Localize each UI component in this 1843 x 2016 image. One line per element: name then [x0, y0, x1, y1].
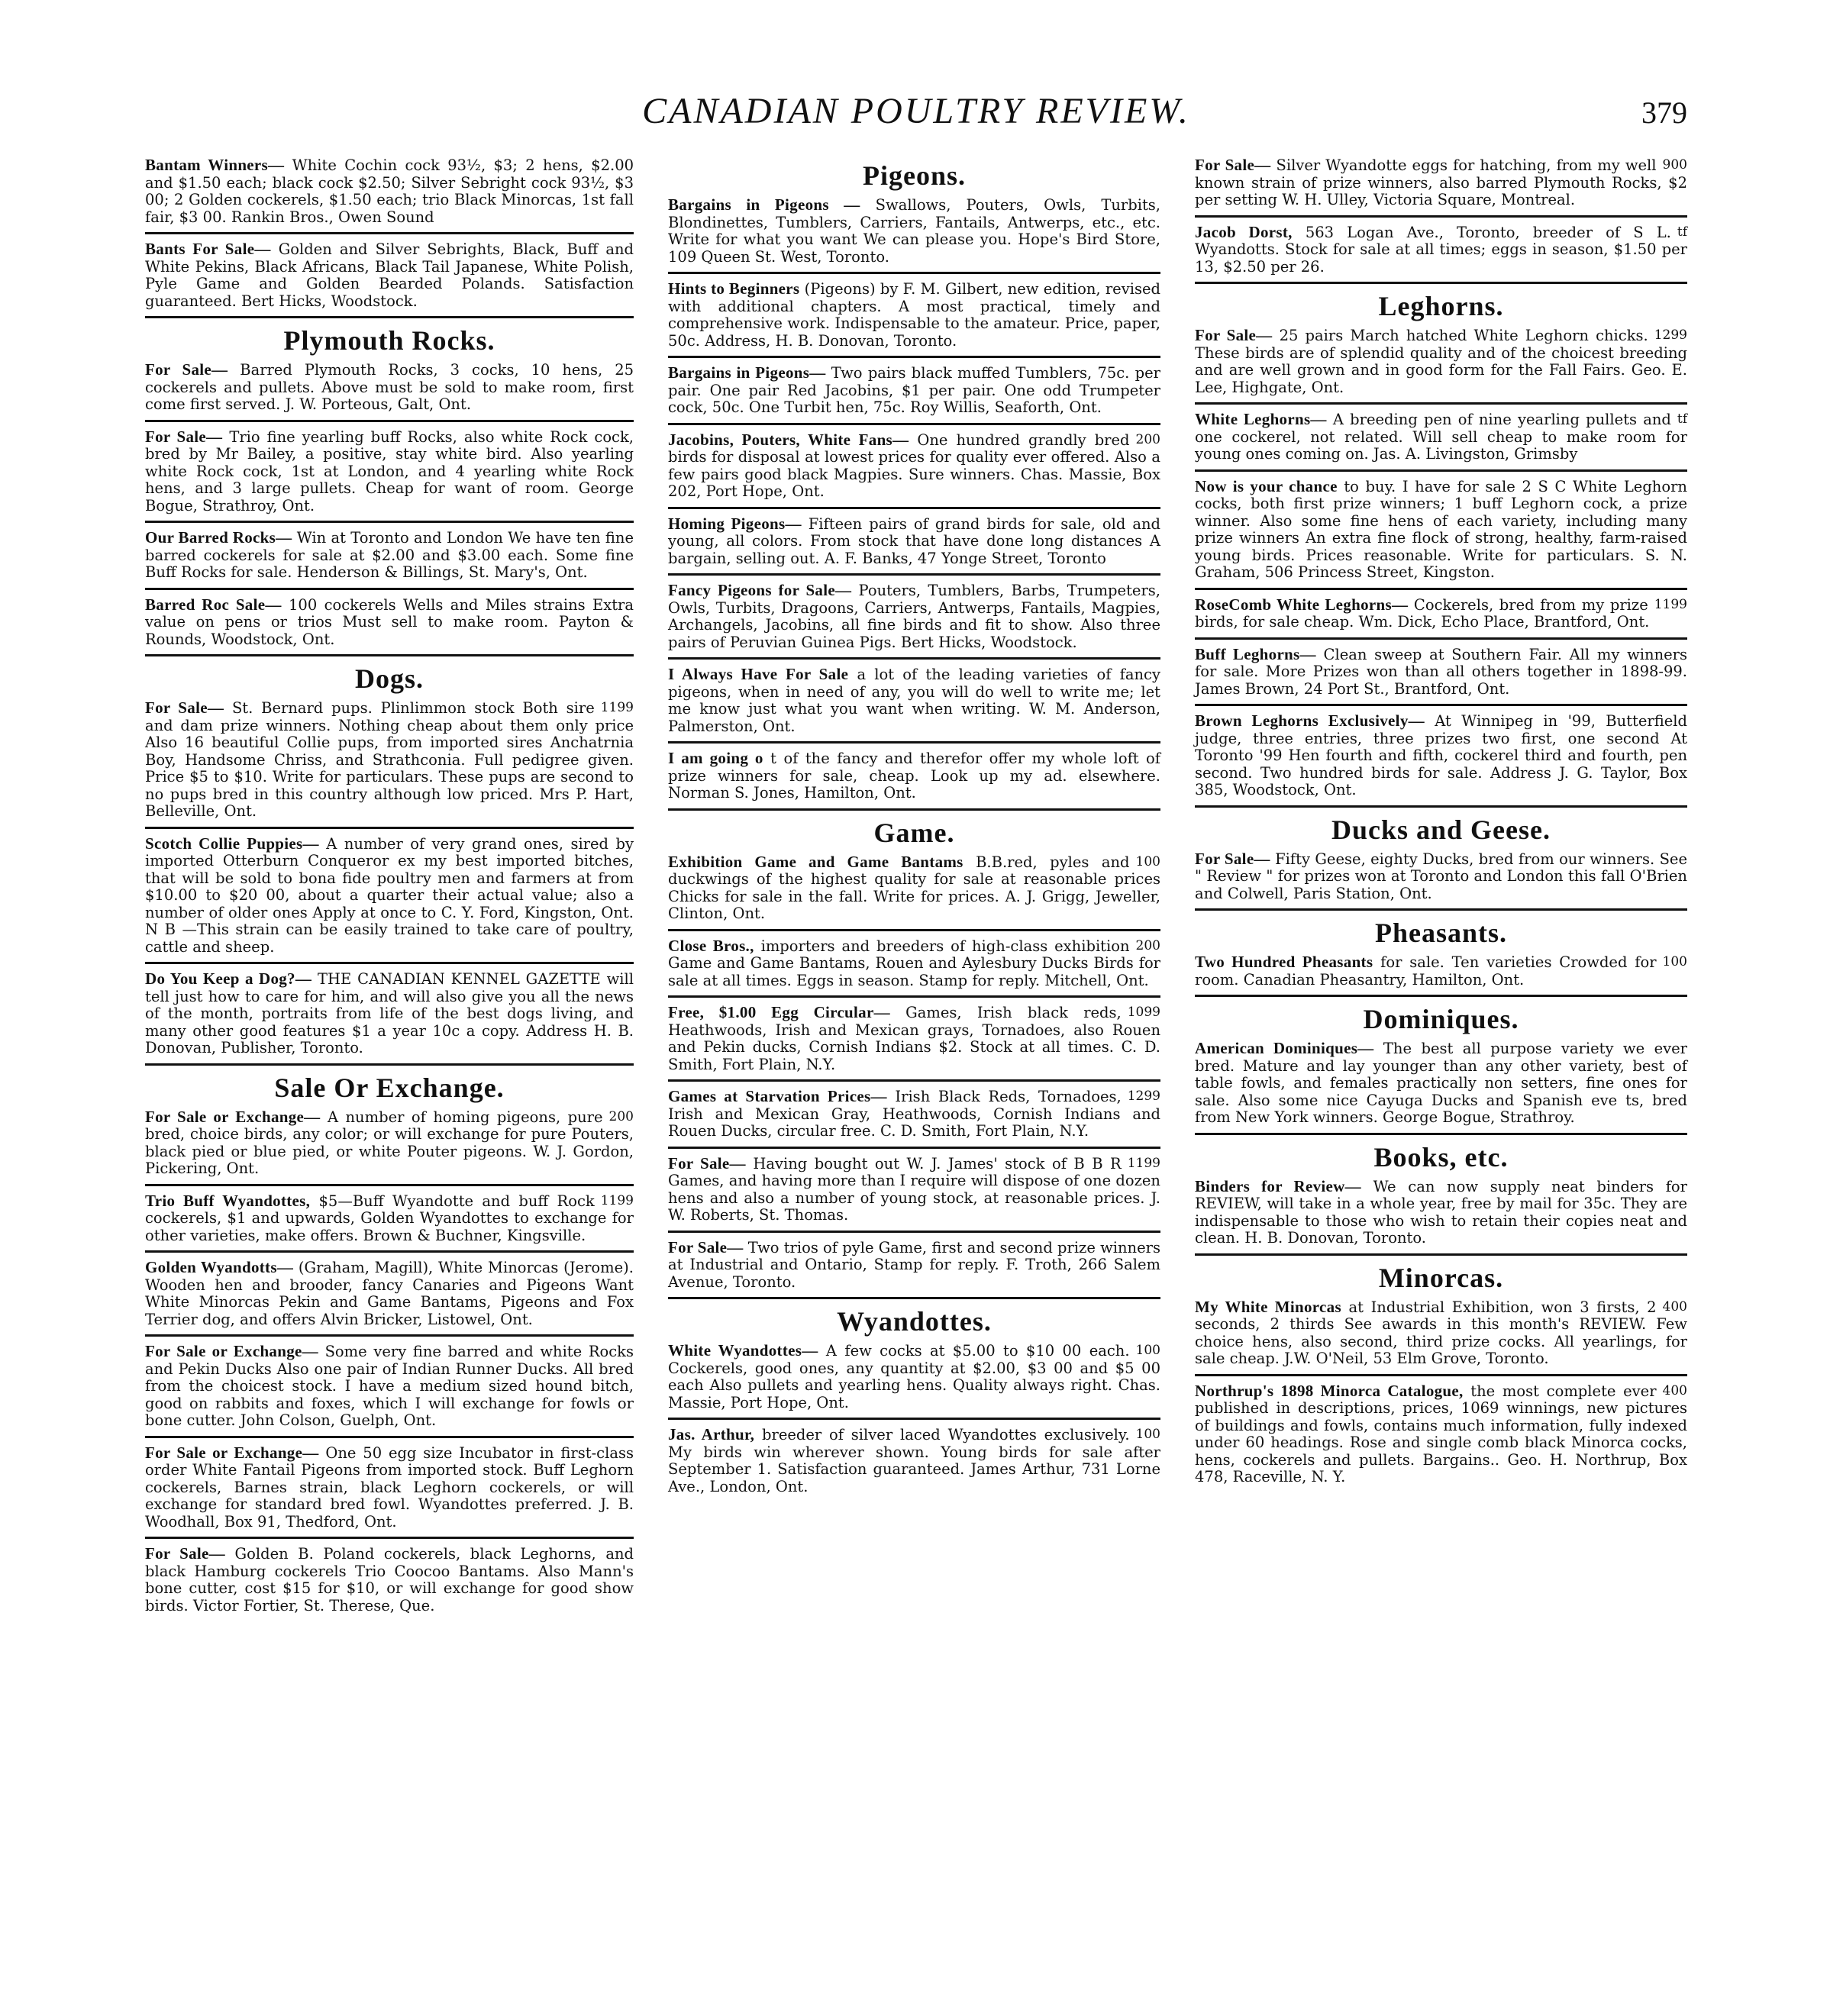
classified-ad	[145, 361, 634, 414]
section-rule	[1195, 995, 1687, 997]
ad-divider	[668, 507, 1160, 509]
ad-divider	[668, 356, 1160, 358]
ad-text: A number of very grand ones, sired by imported Otterburn Conqueror ex my best imported bitches, that will be sold to bona fide poultry men and farmers at from $10.00 to $20 00, about a quarter their actual value; also a number of older ones Apply at once to C. Y. Ford, Kingston, Ont. N B —This strain can be easily trained to take care of poultry, cattle and sheep.	[145, 834, 634, 956]
column-2	[668, 156, 1160, 1497]
ad-code: 100	[1662, 954, 1687, 969]
classified-ad	[145, 428, 634, 515]
column-3	[1195, 156, 1687, 1488]
classified-ad	[1195, 156, 1687, 209]
ad-divider	[1195, 1374, 1687, 1376]
ad-lead: Northrup's 1898 Minorca Catalogue,	[1195, 1381, 1464, 1400]
ad-lead: Brown Leghorns Exclusively—	[1195, 711, 1425, 730]
ad-divider	[668, 423, 1160, 425]
ad-text: to buy. I have for sale 2 S C White Leghorn cocks, both first prize winners; 1 buff Leghorn cock, a prize winner. Also some fine hens of each variety, including many prize winners An extra fine flock of strong, healthy, farm-raised young birds. Prices reasonable. Write for particulars. S. N. Graham, 506 Princess Street, Kingston.	[1195, 477, 1687, 581]
ad-divider	[145, 232, 634, 234]
ad-lead: White Leghorns—	[1195, 410, 1327, 428]
ad-text: THE CANADIAN KENNEL GAZETTE will tell just how to care for him, and will also give you all the news of the month, portraits from life of the best dogs living, and many other good features $1 a year 10c a copy. Address H. B. Donovan, Publisher, Toronto.	[145, 970, 634, 1056]
ad-divider	[145, 521, 634, 523]
ad-code: 100	[1135, 1343, 1160, 1358]
section-heading: Wyandottes.	[837, 1306, 992, 1337]
section-rule	[1195, 282, 1687, 284]
ad-lead: For Sale or Exchange—	[145, 1443, 319, 1462]
section-rule	[1195, 1253, 1687, 1256]
ad-text: Silver Wyandotte eggs for hatching, from my well known strain of prize winners, also barred Plymouth Rocks, $2 per setting W. H. Ulley, Victoria Square, Montreal.	[1195, 156, 1687, 208]
ad-code: 400	[1662, 1298, 1687, 1314]
ad-lead: Do You Keep a Dog?—	[145, 969, 312, 988]
classified-ad	[668, 196, 1160, 266]
ad-divider	[668, 741, 1160, 744]
ad-lead: For Sale—	[668, 1237, 744, 1256]
ad-lead: For Sale or Exchange—	[145, 1107, 321, 1126]
classified-ad	[668, 515, 1160, 568]
ad-text: Having bought out W. J. James' stock of B B R Games, and having more than I require will dispose of one dozen hens and also a number of young stock, at reasonable prices. J. W. Roberts, St. Thomas.	[668, 1154, 1160, 1224]
section-rule	[1195, 1133, 1687, 1135]
classified-ad	[668, 1426, 1160, 1495]
ad-lead: Bants For Sale—	[145, 240, 271, 258]
classified-ad	[1195, 953, 1687, 989]
page-header	[145, 90, 1687, 144]
ad-text: (Pigeons) by F. M. Gilbert, new edition, revised with additional chapters. A most practical, timely and comprehensive work. Indispensable to the amateur. Price, paper, 50c. Address, H. B. Donovan, Toronto.	[668, 280, 1161, 350]
ad-lead: Jacob Dorst,	[1195, 222, 1293, 241]
ad-lead: I am going o	[668, 749, 763, 767]
ad-divider	[668, 1079, 1160, 1082]
ad-code: 100	[1135, 853, 1160, 869]
ad-divider	[668, 657, 1160, 660]
ad-divider	[1195, 402, 1687, 405]
classified-ad	[1195, 712, 1687, 799]
ad-lead: Close Bros.,	[668, 936, 754, 955]
ad-divider	[1195, 469, 1687, 472]
ad-text: at Industrial Exhibition, won 3 firsts, 2 seconds, 2 thirds See awards in this month's REVIEW. Few choice hens, also second, third prize cocks. All yearlings, for sale cheap. J.W. O'Neil, 53 Elm Grove, Toronto.	[1195, 1298, 1687, 1367]
ad-code: 200	[608, 1108, 634, 1124]
ad-code: tf	[1677, 224, 1687, 240]
classified-ad	[145, 835, 634, 956]
ad-text: A few cocks at $5.00 to $10 00 each. Cockerels, good ones, any quantity at $2.00, $3 00 and $5 00 each Also pullets and yearling hens. Quality always right. Chas. Massie, Port Hope, Ont.	[668, 1342, 1160, 1411]
ad-lead: Bantam Winners—	[145, 156, 285, 174]
classified-ad	[1195, 1178, 1687, 1247]
ad-divider	[145, 1184, 634, 1186]
ad-lead: American Dominiques—	[1195, 1039, 1374, 1057]
ad-lead: For Sale—	[145, 427, 223, 446]
classified-ad	[1195, 1382, 1687, 1486]
ad-divider	[668, 1231, 1160, 1233]
ad-divider	[145, 1537, 634, 1539]
ad-code: 200	[1135, 937, 1160, 953]
ad-divider	[668, 1147, 1160, 1149]
ad-divider	[145, 1334, 634, 1337]
ad-lead: For Sale—	[1195, 326, 1273, 344]
ad-text: White Cochin cock 93½, $3; 2 hens, $2.00 and $1.50 each; black cock $2.50; Silver Sebright cock 93½, $3 00; 2 Golden cockerels, $1.50 each; trio Black Minorcas, 1st fall fair, $3 00. Rankin Bros., Owen Sound	[145, 156, 634, 226]
section-heading: Pigeons.	[862, 160, 966, 191]
section-heading: Ducks and Geese.	[1331, 814, 1551, 845]
ad-text: Fifteen pairs of grand birds for sale, old and young, all colors. From stock that have done long distances A bargain, selling out. A. F. Banks, 47 Yonge Street, Toronto	[668, 514, 1160, 567]
ad-lead: Golden Wyandotts—	[145, 1258, 294, 1276]
ad-divider	[145, 1250, 634, 1253]
ad-lead: I Always Have For Sale	[668, 665, 849, 683]
classified-ad	[668, 937, 1160, 990]
section-heading: Minorcas.	[1378, 1262, 1504, 1293]
ad-text: $5—Buff Wyandotte and buff Rock cockerels, $1 and upwards, Golden Wyandottes to exchange for other varieties, make offers. Brown & Buchner, Kingsville.	[145, 1192, 634, 1244]
ad-lead: For Sale—	[1195, 156, 1271, 174]
ad-code: 1199	[600, 700, 634, 715]
ad-text: importers and breeders of high-class exhibition Game and Game Bantams, Rouen and Aylesbury Ducks Birds for sale at all times. Eggs in season. Stamp for reply. Mitchell, Ont.	[668, 937, 1160, 989]
classified-ad	[668, 1004, 1160, 1073]
classified-ad	[145, 1444, 634, 1531]
ad-lead: Jas. Arthur,	[668, 1425, 755, 1443]
classified-ad	[668, 1155, 1160, 1224]
ad-lead: Jacobins, Pouters, White Fans—	[668, 430, 909, 449]
section-rule	[1195, 908, 1687, 911]
classified-ad	[668, 1342, 1160, 1411]
classified-ad	[145, 529, 634, 582]
ad-lead: For Sale—	[1195, 849, 1270, 868]
ad-text: Cockerels, bred from my prize birds, for sale cheap. Wm. Dick, Echo Place, Brantford, Ont.	[1195, 595, 1650, 631]
ad-text: We can now supply neat binders for REVIEW, will take in a whole year, free by mail for 35c. They are indispensable to those who wish to retain their copies neat and clean. H. B. Donovan, Toronto.	[1195, 1177, 1687, 1247]
ad-text: 563 Logan Ave., Toronto, breeder of S L. Wyandotts. Stock for sale at all times; eggs in season, $1.50 per 13, $2.50 per 26.	[1195, 223, 1687, 276]
ad-code: 1099	[1127, 1005, 1160, 1020]
ad-lead: Homing Pigeons—	[668, 514, 802, 533]
classified-ad	[1195, 327, 1687, 396]
ad-text: Clean sweep at Southern Fair. All my winners for sale. More Prizes won than all others together in 1898-99. James Brown, 24 Port St., Brantford, Ont.	[1195, 645, 1687, 698]
classified-ad	[1195, 646, 1687, 698]
ad-text: 100 cockerels Wells and Miles strains Extra value on pens or trios Must sell to make room. Payton & Rounds, Woodstock, Ont.	[145, 595, 634, 648]
page-number: 379	[1641, 95, 1687, 130]
ad-lead: Barred Roc Sale—	[145, 595, 282, 614]
ad-text: One hundred grandly bred birds for disposal at lowest prices for quality ever offered. Also a few pairs good black Magpies. Sure winners. Chas. Massie, Box 202, Port Hope, Ont.	[668, 431, 1160, 500]
classified-ad	[668, 431, 1160, 501]
ad-text: 25 pairs March hatched White Leghorn chicks. These birds are of splendid quality and of the choicest breeding and are well grown and in good form for the Fall Fairs. Geo. E. Lee, Highgate, Ont.	[1195, 327, 1687, 396]
ad-text: Two pairs black muffed Tumblers, 75c. per pair. One pair Red Jacobins, $1 per pair. One odd Trumpeter cock, 50c. One Turbit hen, 75c. Roy Willis, Seaforth, Ont.	[668, 364, 1160, 416]
ad-lead: My White Minorcas	[1195, 1297, 1341, 1316]
classified-ad	[1195, 850, 1687, 903]
ad-divider	[668, 1418, 1160, 1420]
section-heading: Books, etc.	[1373, 1141, 1509, 1173]
classified-ad	[145, 156, 634, 226]
ad-text: Golden B. Poland cockerels, black Leghorns, and black Hamburg cockerels Trio Coocoo Bantams. Also Mann's bone cutter, cost $15 for $10, or will exchange for good show birds. Victor Fortier, St. Therese, Que.	[145, 1545, 634, 1614]
ad-text: Two trios of pyle Game, first and second prize winners at Industrial and Ontario, Stamp for reply. F. Troth, 266 Salem Avenue, Toronto.	[668, 1238, 1160, 1291]
ad-code: 200	[1135, 431, 1160, 447]
classified-ad	[1195, 1298, 1687, 1368]
ad-lead: Trio Buff Wyandottes,	[145, 1191, 311, 1210]
ad-divider	[145, 588, 634, 590]
ad-divider	[1195, 588, 1687, 590]
ad-text: breeder of silver laced Wyandottes exclusively. My birds win wherever shown. Young birds for sale after September 1. Satisfaction guaranteed. James Arthur, 731 Lorne Ave., London, Ont.	[668, 1426, 1160, 1495]
section-rule	[145, 1063, 634, 1066]
ad-lead: Fancy Pigeons for Sale—	[668, 581, 852, 599]
classified-ad	[145, 1343, 634, 1430]
ad-text: At Winnipeg in '99, Butterfield judge, three entries, three prizes two first, one second At Toronto '99 Hen fourth and fifth, cockerel third and fourth, pen second. Two hundred birds for sale. Address J. G. Taylor, Box 385, Woodstock, Ont.	[1195, 712, 1687, 798]
ad-lead: For Sale—	[145, 698, 224, 717]
ad-lead: Free, $1.00 Egg Circular—	[668, 1003, 890, 1021]
ad-text: t of the fancy and therefor offer my whole loft of prize winners for sale, cheap. Look up my ad. elsewhere. Norman S. Jones, Hamilton, Ont.	[668, 750, 1161, 802]
section-heading: Sale Or Exchange.	[274, 1072, 505, 1103]
ad-code: 1199	[1127, 1155, 1160, 1171]
classified-ad	[145, 1259, 634, 1328]
ad-code: 1199	[600, 1192, 634, 1208]
ad-text: The best all purpose variety we ever bred. Mature and lay younger than any other variety, best of table fowls, and females practically non setters, fine ones for sale. Also some nice Cayuga Ducks and Spanish eve ts, bred from New York winners. George Bogue, Strathroy.	[1195, 1040, 1687, 1126]
ad-text: One 50 egg size Incubator in first-class order White Fantail Pigeons from imported stock. Buff Leghorn cockerels, Barnes strain, black Leghorn cockerels, or will exchange for standard bred fowl. Wyandottes preferred. J. B. Woodhall, Box 91, Thedford, Ont.	[145, 1443, 634, 1531]
classified-ad	[145, 1108, 634, 1178]
ad-text: Some very fine barred and white Rocks and Pekin Ducks Also one pair of Indian Runner Ducks. All bred from the choicest stock. I have a medium sized hound bitch, good on rabbits and foxes, which I will exchange for fowls or bone cutter. John Colson, Guelph, Ont.	[145, 1343, 634, 1429]
ad-text: Fifty Geese, eighty Ducks, bred from our winners. See " Review " for prizes won at Toronto and London this fall O'Brien and Colwell, Paris Station, Ont.	[1195, 850, 1688, 902]
ad-divider	[668, 573, 1160, 576]
section-rule	[145, 654, 634, 656]
section-heading: Plymouth Rocks.	[283, 325, 495, 356]
ad-divider	[668, 272, 1160, 274]
ad-text: Irish Black Reds, Tornadoes, Irish and Mexican Gray, Heathwoods, Cornish Indians and Rouen Ducks, circular free. C. D. Smith, Fort Plain, N.Y.	[668, 1088, 1160, 1140]
ad-code: 400	[1662, 1382, 1687, 1398]
ad-lead: Exhibition Game and Game Bantams	[668, 852, 963, 871]
classified-ad	[145, 240, 634, 310]
classified-ad	[668, 364, 1160, 417]
ad-text: Pouters, Tumblers, Barbs, Trumpeters, Owls, Turbits, Dragoons, Carriers, Antwerps, Fantails, Magpies, Archangels, Jacobins, all fine birds and fit to show. Also three pairs of Peruvian Guinea Pigs. Bert Hicks, Woodstock.	[668, 582, 1160, 651]
ad-text: B.B.red, pyles and duckwings of the highest quality for sale at reasonable prices Chicks for sale in the fall. Write for prices. A. J. Grigg, Jeweller, Clinton, Ont.	[668, 853, 1160, 922]
ad-divider	[145, 1436, 634, 1438]
ad-lead: For Sale—	[668, 1153, 746, 1173]
ad-code: tf	[1677, 411, 1687, 427]
page-title: CANADIAN POULTRY REVIEW.	[642, 91, 1190, 131]
ad-lead: Now is your chance	[1195, 476, 1338, 495]
classified-ad	[145, 970, 634, 1057]
classified-ad	[668, 1239, 1160, 1292]
ad-lead: Buff Leghorns—	[1195, 644, 1316, 663]
classified-ad	[1195, 596, 1687, 631]
ad-text: for sale. Ten varieties Crowded for room. Canadian Pheasantry, Hamilton, Ont.	[1195, 953, 1657, 989]
ad-lead: Binders for Review—	[1195, 1176, 1361, 1195]
classified-ad	[668, 666, 1160, 735]
ad-lead: Bargains in Pigeons—	[668, 363, 826, 382]
section-rule	[145, 316, 634, 318]
ad-divider	[145, 827, 634, 829]
classified-ad	[668, 582, 1160, 651]
classified-ad	[668, 853, 1160, 923]
classified-ad	[668, 750, 1160, 802]
section-rule	[668, 1297, 1160, 1299]
ad-text: the most complete ever published in descriptions, prices, 1069 winnings, new pictures of buildings and fowls, contains much information, fully indexed under 60 headings. Rose and single comb black Minorca cocks, hens, cockerels and pullets. Bargains.. Geo. H. Northrup, Box 478, Raceville, N. Y.	[1195, 1382, 1687, 1485]
ad-divider	[1195, 215, 1687, 218]
ad-lead: Our Barred Rocks—	[145, 528, 292, 547]
ad-divider	[145, 962, 634, 964]
ad-lead: For Sale—	[145, 1544, 225, 1563]
section-heading: Pheasants.	[1374, 918, 1508, 948]
ad-lead: Games at Starvation Prices—	[668, 1087, 887, 1105]
ad-code: 1199	[1654, 596, 1687, 612]
ad-text: A breeding pen of nine yearling pullets and one cockerel, not related. Will sell cheap to make room for young ones coming on. Jas. A. Livingston, Grimsby	[1195, 411, 1687, 463]
ad-code: 1299	[1127, 1089, 1160, 1104]
ad-lead: Bargains in Pigeons —	[668, 195, 860, 214]
section-rule	[1195, 805, 1687, 808]
ad-lead: RoseComb White Leghorns—	[1195, 595, 1409, 614]
classified-ad	[1195, 411, 1687, 463]
section-heading: Dominiques.	[1363, 1004, 1519, 1034]
ad-text: (Graham, Magill), White Minorcas (Jerome). Wooden hen and brooder, fancy Canaries and Pigeons Want White Minorcas Pekin and Game Bantams, Pigeons and Fox Terrier dog, and offers Alvin Bricker, Listowel, Ont.	[145, 1259, 634, 1328]
ad-lead: For Sale—	[145, 360, 228, 379]
ad-text: Games, Irish black reds, Heathwoods, Irish and Mexican grays, Tornadoes, also Rouen and Pekin ducks, Cornish Indians $2. Stock at all times. C. D. Smith, Fort Plain, N.Y.	[668, 1004, 1160, 1073]
ad-lead: Hints to Beginners	[668, 279, 800, 298]
classified-ad	[668, 280, 1160, 350]
ad-divider	[1195, 704, 1687, 706]
ad-divider	[668, 995, 1160, 998]
ad-lead: Two Hundred Pheasants	[1195, 953, 1373, 971]
ad-text: A number of homing pigeons, pure bred, choice birds, any color; or will exchange for pure Pouters, black pied or blue pied, or white Pouter pigeons. W. J. Gordon, Pickering, Ont.	[145, 1108, 634, 1177]
ad-code: 100	[1135, 1427, 1160, 1442]
ad-text: Win at Toronto and London We have ten fine barred cockerels for sale at $2.00 and $3.00 each. Some fine Buff Rocks for sale. Henderson & Billings, St. Mary's, Ont.	[145, 529, 634, 581]
section-heading: Game.	[873, 817, 955, 848]
ad-text: Swallows, Pouters, Owls, Turbits, Blondinettes, Tumblers, Carriers, Fantails, Antwerps, etc., etc. Write for what you want We can please you. Hope's Bird Store, 109 Queen St. West, Toronto.	[668, 196, 1161, 266]
ad-code: 1299	[1654, 327, 1687, 343]
section-heading: Dogs.	[354, 663, 424, 694]
ad-lead: Scotch Collie Puppies—	[145, 834, 319, 853]
classified-ad	[1195, 478, 1687, 582]
classified-ad	[668, 1088, 1160, 1140]
column-1	[145, 156, 634, 1616]
classified-ad	[145, 1545, 634, 1614]
ad-text: a lot of the leading varieties of fancy pigeons, when in need of any, you will do well to write me; let me know just what you want when writing. W. M. Anderson, Palmerston, Ont.	[668, 666, 1160, 735]
classified-ad	[145, 1192, 634, 1245]
ad-text: Trio fine yearling buff Rocks, also white Rock cock, bred by Mr Bailey, a positive, stay white bird. Also yearling white Rock cock, 1st at London, and 4 yearling white Rock hens, and 3 large pullets. Cheap for want of room. George Bogue, Strathroy, Ont.	[145, 427, 634, 514]
section-rule	[668, 808, 1160, 811]
classified-ad	[145, 596, 634, 649]
ad-text: Barred Plymouth Rocks, 3 cocks, 10 hens, 25 cockerels and pullets. Above must be sold to make room, first come first served. J. W. Porteous, Galt, Ont.	[145, 361, 634, 413]
ad-code: 900	[1662, 157, 1687, 173]
ad-lead: For Sale or Exchange—	[145, 1342, 318, 1360]
classified-ad	[1195, 224, 1687, 276]
classified-ad	[145, 699, 634, 821]
ad-text: St. Bernard pups. Plinlimmon stock Both sire and dam prize winners. Nothing cheap about them only price Also 16 beautiful Collie pups, from imported sires Anchatrnia Boy, Handsome Chriss, and Strathconia. Full pedigree given. Price $5 to $10. Write for particulars. These pups are second to no pups bred in this country although low priced. Mrs P. Hart, Belleville, Ont.	[145, 699, 634, 820]
ad-divider	[145, 420, 634, 422]
section-heading: Leghorns.	[1378, 291, 1504, 321]
ad-divider	[1195, 637, 1687, 640]
classified-ad	[1195, 1040, 1687, 1127]
ad-text: Golden and Silver Sebrights, Black, Buff and White Pekins, Black Africans, Black Tail Japanese, White Polish, Pyle Game and Golden Bearded Polands. Satisfaction guaranteed. Bert Hicks, Woodstock.	[145, 240, 634, 310]
ad-lead: White Wyandottes—	[668, 1341, 818, 1360]
ad-divider	[668, 929, 1160, 931]
